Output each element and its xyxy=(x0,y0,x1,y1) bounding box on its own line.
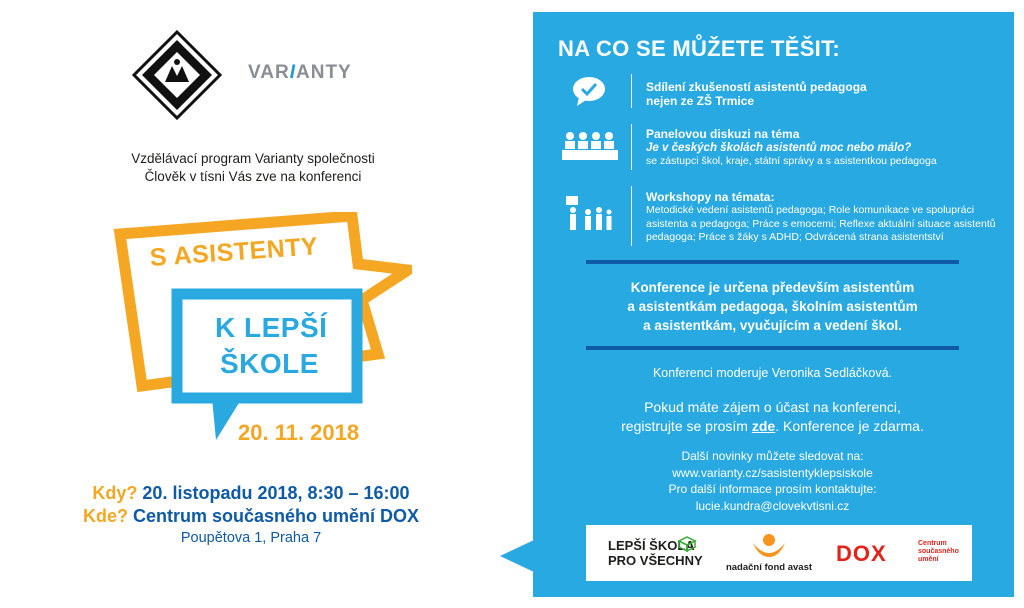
news-website-link[interactable]: www.varianty.cz/sasistentyklepsiskole xyxy=(672,465,873,480)
feature-workshops-text xyxy=(646,190,996,245)
news-line-1: Další novinky můžete sledovat na: xyxy=(681,449,864,463)
address: Poupětova 1, Praha 7 xyxy=(180,530,322,546)
when-value: 20. listopadu 2018, 8:30 – 16:00 xyxy=(142,483,410,503)
divider-top xyxy=(586,260,959,264)
partner-dox-subtitle: Centrum současného umění xyxy=(918,540,959,563)
workshop-icon xyxy=(566,196,612,232)
target-line-3: a asistentkám, vyučujícím a vedení škol. xyxy=(643,318,902,333)
registration-text xyxy=(560,398,985,436)
feature-panel-question: Je v českých školách asistentů moc nebo málo? xyxy=(646,142,912,154)
varianty-logo: VARIANTY xyxy=(248,62,352,83)
panel-discussion-icon xyxy=(562,130,618,162)
registration-link[interactable]: zde xyxy=(751,418,776,434)
target-line-2: a asistentkám pedagoga, školním asistentům xyxy=(627,299,918,314)
feature-workshops-line-2: asistenta a pedagoga; Práce s emocemi; Reflexe aktuální situace asistentů xyxy=(646,217,996,230)
target-line-1: Konference je určena především asistentům xyxy=(630,280,915,295)
news-contact xyxy=(580,448,965,514)
event-date: 20. 11. 2018 xyxy=(238,420,360,445)
title-line-3: ŠKOLE xyxy=(220,348,319,379)
invite-line-1: Vzdělávací program Varianty společnosti xyxy=(131,151,375,166)
feature-sharing-line-2: nejen ze ZŠ Trmice xyxy=(646,94,755,108)
invitation-text xyxy=(100,150,406,186)
registration-line-1: Pokud máte zájem o účast na konferenci, xyxy=(644,399,901,415)
feature-sharing-line-1: Sdílení zkušeností asistentů pedagoga xyxy=(646,80,867,94)
invite-line-2: Člověk v tísni Vás zve na konferenci xyxy=(144,169,362,184)
panel-pointer xyxy=(500,540,534,572)
partner-lepsi-skola-logo: LEPŠÍ ŠKOLA PRO VŠECHNY xyxy=(608,538,703,568)
feature-workshops-line-1: Metodické vedení asistentů pedagoga; Role komunikace ve spolupráci xyxy=(646,204,975,216)
when-label: Kdy? xyxy=(92,483,138,503)
feature-panel-sub: se zástupci škol, kraje, státní správy a s asistentkou pedagoga xyxy=(646,155,937,167)
chat-check-icon xyxy=(571,75,607,107)
moderator-text: Konferenci moderuje Veronika Sedláčková. xyxy=(652,366,893,380)
partner-dox-logo: DOX xyxy=(836,541,887,566)
cube-icon xyxy=(678,536,696,552)
where-label: Kde? xyxy=(82,506,128,526)
feature-panel-title: Panelovou diskuzi na téma xyxy=(646,127,800,141)
where-value: Centrum současného umění DOX xyxy=(132,506,420,526)
target-audience xyxy=(580,278,965,335)
registration-post: . Konference je zdarma. xyxy=(775,418,924,434)
divider-bottom xyxy=(586,346,959,350)
avast-figure-icon xyxy=(749,533,789,559)
partner-avast-logo: nadační fond avast xyxy=(714,533,824,573)
clovek-v-tisni-logo xyxy=(132,30,222,120)
feature-workshops-line-3: pedagoga; Práce s žáky s ADHD; Odvrácená strana asistentství xyxy=(646,231,944,243)
title-line-1: S ASISTENTY xyxy=(148,232,320,272)
event-when-where xyxy=(82,482,420,528)
contact-email-link[interactable]: lucie.kundra@clovekvtisni.cz xyxy=(695,498,850,513)
feature-panel-text xyxy=(646,127,937,169)
news-line-3: Pro další informace prosím kontaktujte: xyxy=(668,482,877,496)
feature-sharing-text xyxy=(646,80,867,108)
panel-heading: NA CO SE MŮŽETE TĚŠIT: xyxy=(558,36,841,61)
registration-pre: registrujte se prosím xyxy=(621,418,752,434)
title-line-2: K LEPŠÍ xyxy=(215,312,328,343)
feature-workshops-title: Workshopy na témata: xyxy=(646,190,775,204)
